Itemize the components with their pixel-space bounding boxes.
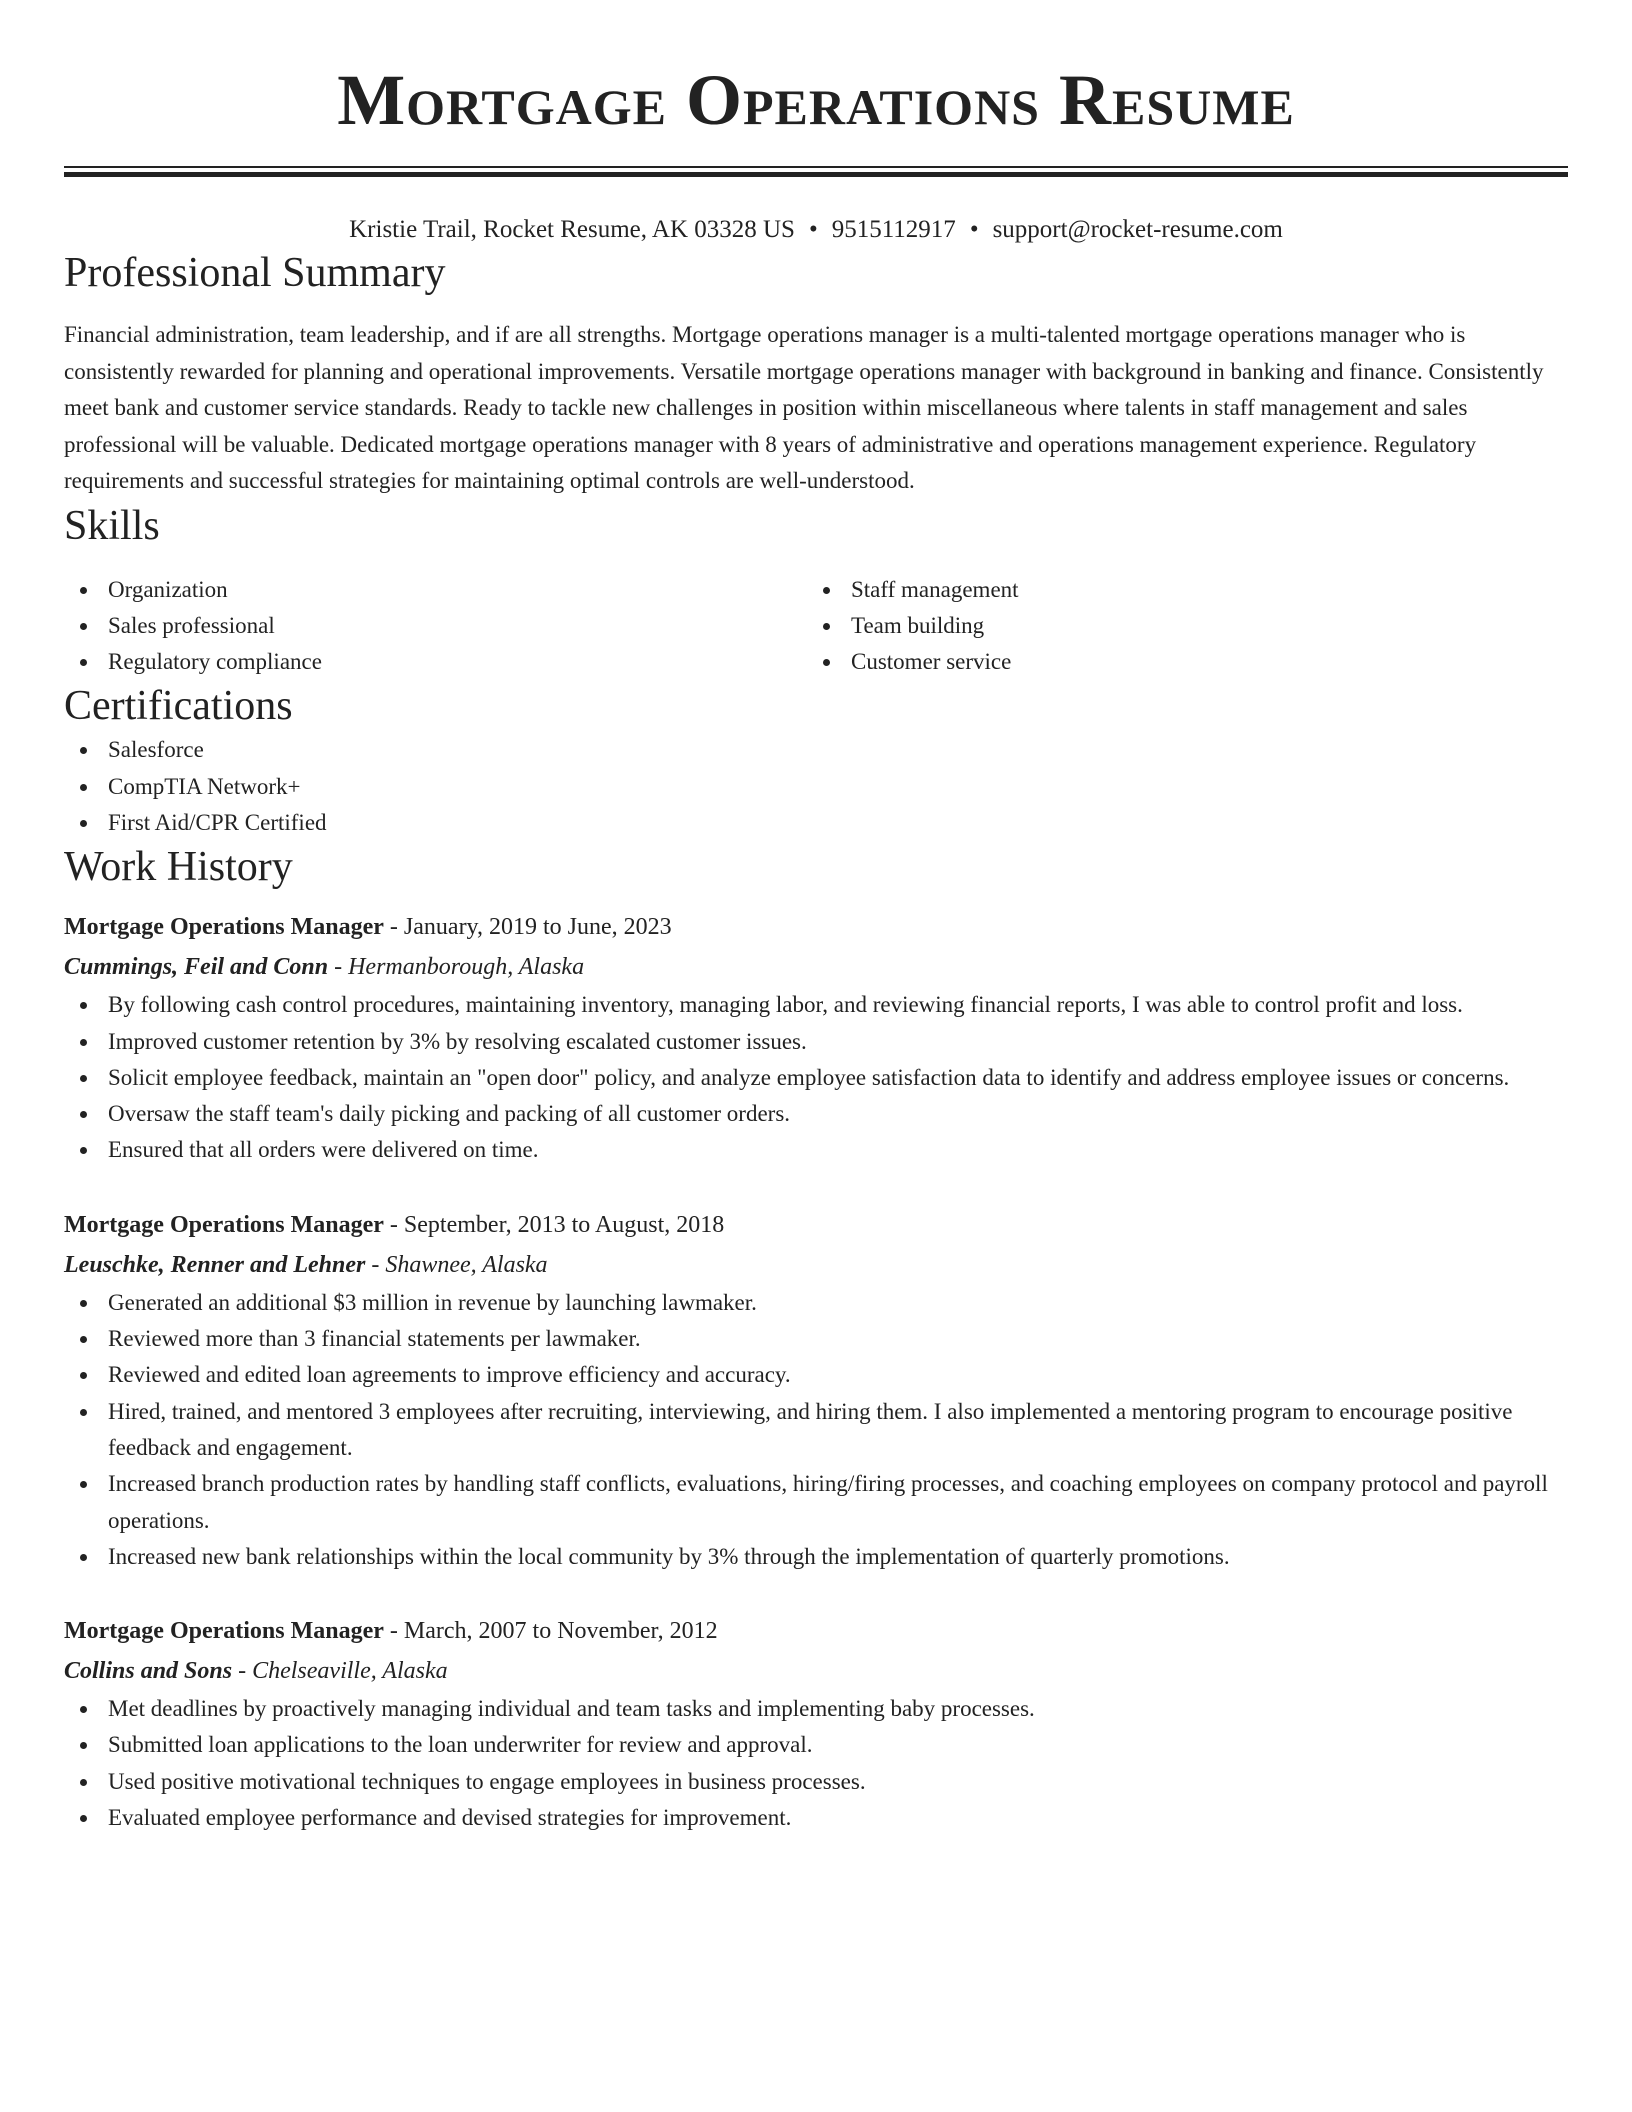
job-bullets	[64, 1285, 1568, 1575]
job-bullet: Increased new bank relationships within the local community by 3% through the implementation of quarterly promotions.	[64, 1539, 1568, 1575]
skills-grid	[64, 572, 1568, 681]
job-bullet: Reviewed more than 3 financial statements per lawmaker.	[64, 1321, 1568, 1357]
job-employer	[64, 947, 1568, 987]
summary-heading: Professional Summary	[64, 250, 446, 296]
job-location: Hermanborough, Alaska	[348, 954, 585, 981]
skill-item: Regulatory compliance	[64, 644, 807, 680]
job-location: Chelseaville, Alaska	[252, 1658, 448, 1685]
job-bullet: Met deadlines by proactively managing individual and team tasks and implementing baby processes.	[64, 1691, 1568, 1727]
job-header	[64, 1611, 1568, 1651]
dash-separator: -	[371, 1251, 380, 1278]
dash-separator: -	[389, 1618, 398, 1645]
skill-item: Organization	[64, 572, 807, 608]
job-title: Mortgage Operations Manager	[64, 914, 384, 941]
job-header	[64, 907, 1568, 947]
company-name: Cummings, Feil and Conn	[64, 954, 329, 981]
job-bullet: Reviewed and edited loan agreements to improve efficiency and accuracy.	[64, 1357, 1568, 1393]
certifications-heading: Certifications	[64, 683, 293, 730]
certification-item: First Aid/CPR Certified	[64, 805, 1568, 841]
company-name: Leuschke, Renner and Lehner	[64, 1251, 366, 1278]
skill-item: Team building	[807, 608, 1568, 644]
bullet-separator: •	[808, 216, 818, 243]
job-bullets	[64, 987, 1568, 1168]
title-divider-thick	[64, 172, 1568, 177]
job-bullet: Evaluated employee performance and devised strategies for improvement.	[64, 1800, 1568, 1836]
job-employer	[64, 1245, 1568, 1285]
job-bullet: Used positive motivational techniques to engage employees in business processes.	[64, 1764, 1568, 1800]
dash-separator: -	[238, 1658, 247, 1685]
work-history-heading: Work History	[64, 844, 293, 891]
contact-line	[64, 213, 1568, 247]
job-bullets	[64, 1691, 1568, 1836]
skill-item: Sales professional	[64, 608, 807, 644]
job-bullet: Submitted loan applications to the loan underwriter for review and approval.	[64, 1727, 1568, 1763]
skills-list-left	[64, 572, 807, 681]
job-bullet: By following cash control procedures, maintaining inventory, managing labor, and reviewing financial reports, I was able to control profit and loss.	[64, 987, 1568, 1023]
summary-text: Financial administration, team leadership, and if are all strengths. Mortgage operations manager is a multi-talented mortgage operations manager who is consistently rewarded for planning and operational improvements. Versatile mortgage operations manager with background in banking and finance. Consistently meet bank and customer service standards. Ready to tackle new challenges in position within miscellaneous where talents in staff management and sales professional will be valuable. Dedicated mortgage operations manager with 8 years of administrative and operations management experience. Regulatory requirements and successful strategies for maintaining optimal controls are well-understood.	[64, 322, 1544, 493]
certification-item: Salesforce	[64, 732, 1568, 768]
job-bullet: Solicit employee feedback, maintain an "open door" policy, and analyze employee satisfaction data to identify and address employee issues or concerns.	[64, 1060, 1568, 1096]
job-title: Mortgage Operations Manager	[64, 1211, 384, 1238]
job-title: Mortgage Operations Manager	[64, 1618, 384, 1645]
dash-separator: -	[389, 1211, 398, 1238]
job-bullet: Ensured that all orders were delivered on time.	[64, 1132, 1568, 1168]
job-bullet: Oversaw the staff team's daily picking and packing of all customer orders.	[64, 1096, 1568, 1132]
job-dates: March, 2007 to November, 2012	[403, 1618, 718, 1645]
job-entry	[64, 907, 1568, 1168]
contact-email: support@rocket-resume.com	[992, 216, 1283, 243]
skill-item: Staff management	[807, 572, 1568, 608]
dash-separator: -	[389, 914, 398, 941]
dash-separator: -	[334, 954, 343, 981]
page-title: Mortgage Operations Resume	[337, 60, 1295, 140]
skills-list-right	[807, 572, 1568, 681]
job-dates: January, 2019 to June, 2023	[403, 914, 672, 941]
job-header	[64, 1205, 1568, 1245]
title-divider-thin	[64, 166, 1568, 168]
job-dates: September, 2013 to August, 2018	[403, 1211, 725, 1238]
job-entry	[64, 1205, 1568, 1575]
job-bullet: Hired, trained, and mentored 3 employees after recruiting, interviewing, and hiring them. I also implemented a mentoring program to encourage positive feedback and engagement.	[64, 1394, 1568, 1467]
resume-page	[64, 0, 1568, 1836]
skill-item: Customer service	[807, 644, 1568, 680]
skills-heading: Skills	[64, 502, 160, 549]
contact-phone: 9515112917	[831, 216, 956, 243]
job-bullet: Generated an additional $3 million in revenue by launching lawmaker.	[64, 1285, 1568, 1321]
job-bullet: Improved customer retention by 3% by resolving escalated customer issues.	[64, 1024, 1568, 1060]
contact-address: Kristie Trail, Rocket Resume, AK 03328 US	[349, 216, 795, 243]
job-employer	[64, 1651, 1568, 1691]
bullet-separator: •	[969, 216, 979, 243]
certification-item: CompTIA Network+	[64, 769, 1568, 805]
certifications-list	[64, 732, 1568, 841]
company-name: Collins and Sons	[64, 1658, 233, 1685]
job-location: Shawnee, Alaska	[385, 1251, 548, 1278]
job-bullet: Increased branch production rates by handling staff conflicts, evaluations, hiring/firing processes, and coaching employees on company protocol and payroll operations.	[64, 1466, 1568, 1539]
job-entry	[64, 1611, 1568, 1836]
